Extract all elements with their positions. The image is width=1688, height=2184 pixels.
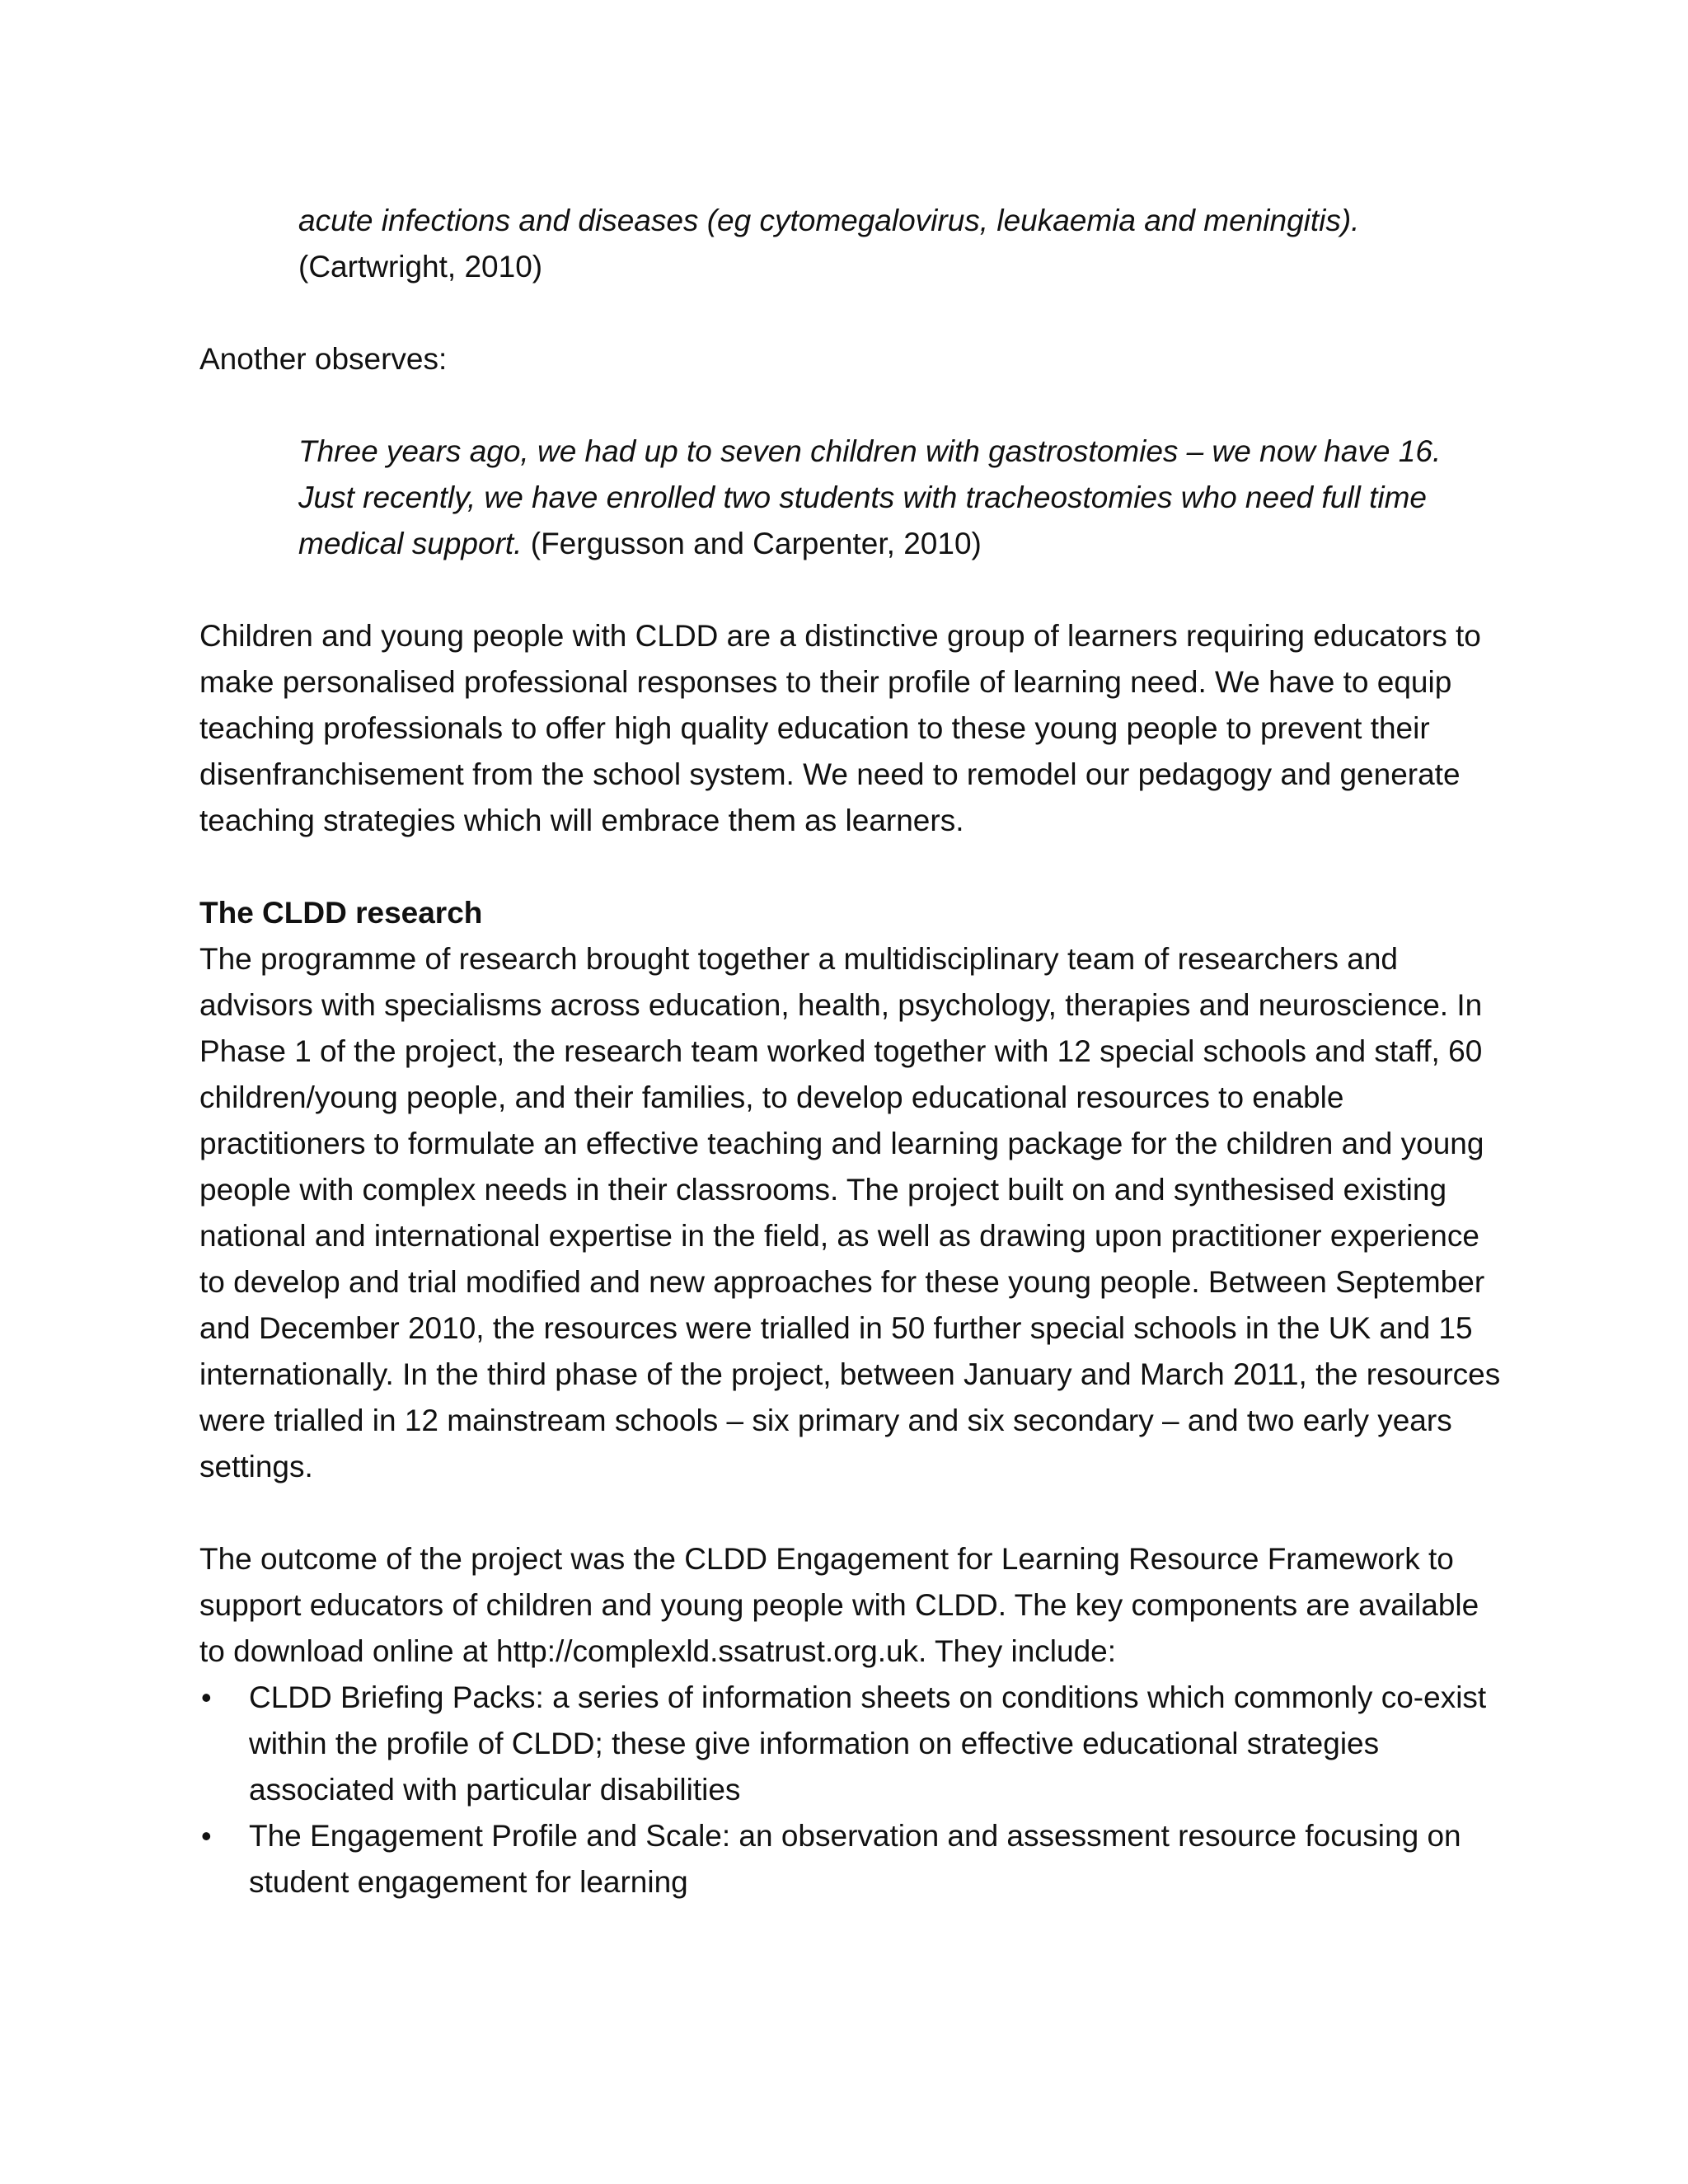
list-item-text: The Engagement Profile and Scale: an observation and assessment resource focusing on student engagement for learning (249, 1819, 1461, 1899)
quote-citation: (Fergusson and Carpenter, 2010) (530, 527, 982, 560)
document-body (199, 198, 1502, 1905)
paragraph-project-outcome: The outcome of the project was the CLDD Engagement for Learning Resource Framework to support educators of children and young people with CLDD. The key components are available to download online at http://complexld.ssatrust.org.uk. They include: (199, 1542, 1479, 1668)
quote-text: acute infections and diseases (eg cytomegalovirus, leukaemia and meningitis). (298, 204, 1360, 237)
bullet-icon: • (201, 1819, 212, 1853)
resource-list (199, 1675, 1502, 1905)
paragraph-research-programme: The programme of research brought together a multidisciplinary team of researchers and advisors with specialisms across education, health, psychology, therapies and neuroscience. In Phase 1 of the project, the research team worked together with 12 special schools and staff, 60 children/young people, and their families, to develop educational resources to enable practitioners to formulate an effective teaching and learning package for the children and young people with complex needs in their classrooms. The project built on and synthesised existing national and international expertise in the field, as well as drawing upon practitioner experience to develop and trial modified and new approaches for these young people. Between September and December 2010, the resources were trialled in 50 further special schools in the UK and 15 internationally. In the third phase of the project, between January and March 2011, the resources were trialled in 12 mainstream schools – six primary and six secondary – and two early years settings. (199, 942, 1501, 1483)
quote-text: Three years ago, we had up to seven children with gastrostomies – we now have 16. Just recently, we have enrolled two students with tracheostomies who need full time medical support. (298, 434, 1442, 560)
list-item-text: CLDD Briefing Packs: a series of information sheets on conditions which commonly co-exist within the profile of CLDD; these give information on effective educational strategies associated with particular disabilities (249, 1680, 1487, 1807)
block-quote-fergusson (298, 429, 1502, 567)
intro-line: Another observes: (199, 342, 448, 376)
list-item (199, 1813, 1502, 1905)
section-heading: The CLDD research (199, 896, 483, 930)
quote-citation: (Cartwright, 2010) (298, 250, 543, 284)
list-item (199, 1675, 1502, 1813)
block-quote-cartwright (298, 198, 1502, 290)
bullet-icon: • (201, 1680, 212, 1714)
paragraph-cldd-learners: Children and young people with CLDD are a distinctive group of learners requiring educators to make personalised professional responses to their profile of learning need. We have to equip teaching professionals to offer high quality education to these young people to prevent their disenfranchisement from the school system. We need to remodel our pedagogy and generate teaching strategies which will embrace them as learners. (199, 619, 1481, 837)
